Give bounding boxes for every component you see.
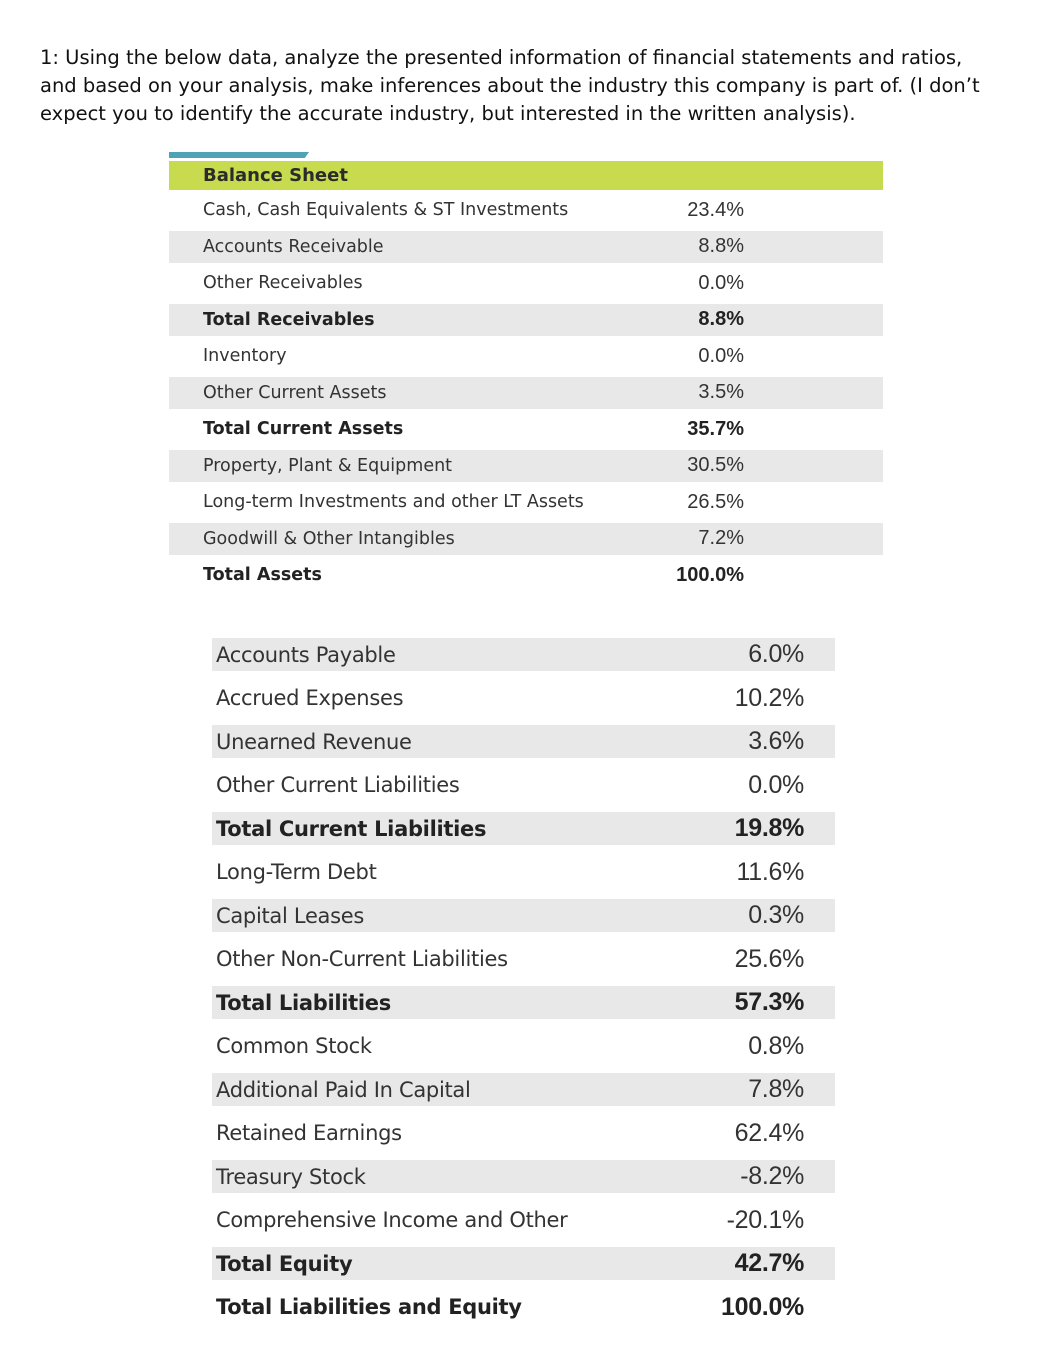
table-row bbox=[169, 340, 883, 372]
assets-table bbox=[169, 194, 883, 596]
table-row bbox=[212, 1247, 835, 1280]
row-label: Common Stock bbox=[216, 1034, 372, 1058]
row-value: 35.7% bbox=[687, 417, 744, 440]
row-label: Total Receivables bbox=[203, 309, 375, 330]
table-row bbox=[212, 1291, 835, 1324]
row-label: Long-Term Debt bbox=[216, 860, 377, 884]
row-value: 8.8% bbox=[698, 235, 744, 257]
table-row bbox=[169, 486, 883, 518]
row-label: Goodwill & Other Intangibles bbox=[203, 528, 455, 549]
row-label: Additional Paid In Capital bbox=[216, 1077, 471, 1102]
row-label: Accrued Expenses bbox=[216, 686, 404, 710]
row-value: 26.5% bbox=[687, 490, 744, 513]
row-value: 11.6% bbox=[736, 857, 804, 886]
table-row bbox=[212, 725, 835, 758]
row-label: Total Current Assets bbox=[203, 419, 404, 439]
row-value: 57.3% bbox=[734, 988, 804, 1016]
row-value: 62.4% bbox=[734, 1118, 804, 1147]
balance-sheet-title: Balance Sheet bbox=[203, 165, 348, 186]
row-value: 7.2% bbox=[698, 527, 744, 549]
row-value: 10.2% bbox=[734, 683, 804, 712]
row-label: Total Current Liabilities bbox=[216, 816, 487, 841]
table-row bbox=[212, 1030, 835, 1063]
row-label: Cash, Cash Equivalents & ST Investments bbox=[203, 200, 569, 220]
table-row bbox=[212, 1073, 835, 1106]
row-value: -8.2% bbox=[740, 1162, 804, 1190]
row-value: 100.0% bbox=[721, 1292, 804, 1321]
table-row bbox=[212, 638, 835, 671]
row-label: Unearned Revenue bbox=[216, 729, 412, 754]
row-label: Other Current Liabilities bbox=[216, 773, 460, 797]
balance-sheet-tab-accent bbox=[169, 152, 309, 158]
row-label: Other Non-Current Liabilities bbox=[216, 947, 508, 971]
row-label: Capital Leases bbox=[216, 903, 365, 928]
row-label: Total Liabilities bbox=[216, 990, 391, 1015]
row-label: Property, Plant & Equipment bbox=[203, 455, 453, 476]
table-row bbox=[212, 682, 835, 715]
table-row bbox=[169, 450, 883, 482]
row-label: Other Receivables bbox=[203, 273, 363, 293]
table-row bbox=[212, 986, 835, 1019]
row-value: 6.0% bbox=[748, 640, 804, 668]
table-row bbox=[212, 1160, 835, 1193]
row-value: 0.0% bbox=[748, 770, 804, 799]
row-label: Total Equity bbox=[216, 1251, 353, 1276]
row-value: 3.6% bbox=[748, 727, 804, 755]
balance-sheet-header bbox=[169, 161, 883, 190]
table-row bbox=[169, 304, 883, 336]
row-value: 0.0% bbox=[698, 271, 744, 294]
row-value: 0.8% bbox=[748, 1031, 804, 1060]
row-value: 0.0% bbox=[698, 344, 744, 367]
row-value: 0.3% bbox=[748, 901, 804, 929]
table-row bbox=[169, 267, 883, 299]
table-row bbox=[169, 413, 883, 445]
row-label: Retained Earnings bbox=[216, 1121, 402, 1145]
table-row bbox=[212, 856, 835, 889]
row-value: 3.5% bbox=[698, 381, 744, 403]
row-label: Comprehensive Income and Other bbox=[216, 1208, 568, 1232]
table-row bbox=[212, 1204, 835, 1237]
row-label: Other Current Assets bbox=[203, 382, 387, 403]
liabilities-equity-table bbox=[212, 638, 835, 1334]
row-label: Total Liabilities and Equity bbox=[216, 1295, 522, 1319]
table-row bbox=[212, 812, 835, 845]
row-label: Accounts Payable bbox=[216, 642, 396, 667]
table-row bbox=[212, 943, 835, 976]
table-row bbox=[212, 899, 835, 932]
row-value: 8.8% bbox=[698, 308, 744, 330]
row-value: 100.0% bbox=[676, 563, 744, 586]
row-value: 42.7% bbox=[734, 1249, 804, 1277]
row-label: Long-term Investments and other LT Assets bbox=[203, 492, 584, 512]
row-value: 25.6% bbox=[734, 944, 804, 973]
table-row bbox=[169, 194, 883, 226]
table-row bbox=[169, 377, 883, 409]
row-value: 30.5% bbox=[687, 454, 744, 476]
table-row bbox=[212, 769, 835, 802]
row-value: 7.8% bbox=[748, 1075, 804, 1103]
row-value: 19.8% bbox=[734, 814, 804, 842]
table-row bbox=[169, 231, 883, 263]
table-row bbox=[169, 523, 883, 555]
row-label: Treasury Stock bbox=[216, 1164, 366, 1189]
row-label: Inventory bbox=[203, 346, 287, 366]
row-value: -20.1% bbox=[726, 1205, 804, 1234]
question-text: 1: Using the below data, analyze the presented information of financial statements and ratios, and based on your analysis, make inferences about the industry this company is part of. (I don’t expect you to identify the accurate industry, but interested in the written analysis). bbox=[40, 46, 980, 125]
row-label: Accounts Receivable bbox=[203, 236, 384, 257]
row-value: 23.4% bbox=[687, 198, 744, 221]
row-label: Total Assets bbox=[203, 565, 322, 585]
table-row bbox=[169, 559, 883, 591]
table-row bbox=[212, 1117, 835, 1150]
